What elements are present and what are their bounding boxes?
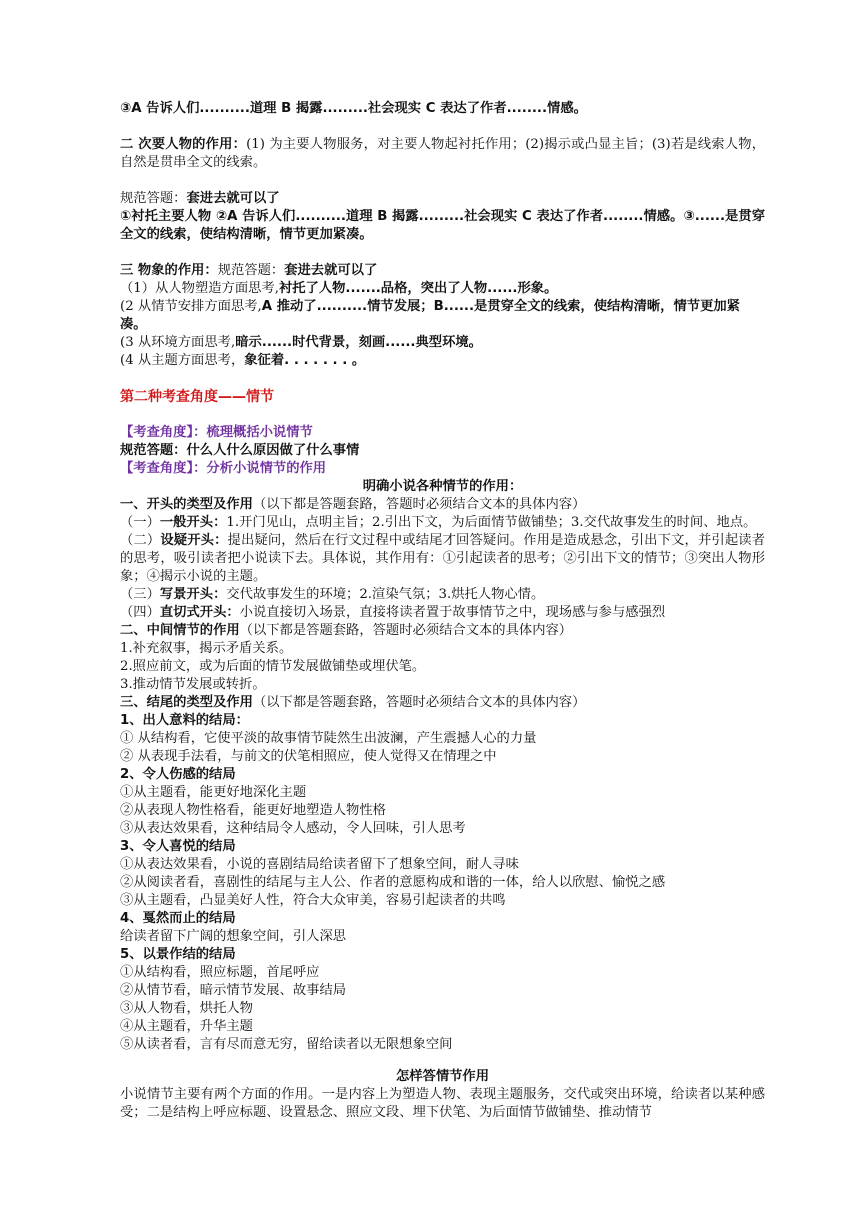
center-heading: 明确小说各种情节的作用： [362, 479, 523, 494]
answer-label [120, 190, 765, 208]
item-answer: 暗示......时代背景，刻画......典型环境。 [235, 335, 482, 350]
item-answer: 象征着. . . . . . . 。 [244, 353, 366, 368]
label-text: 规范答题： [120, 191, 187, 206]
item-desc: 提出疑问，然后在行文过程中或结尾才回答疑问。作用是造成悬念，引出下文，并引起读者的思考，吸引读者把小说读下去。具体说，其作用有：①引起读者的思考；②引出下文的情节；③突出人物形象；④揭示小说的主题。 [120, 533, 766, 584]
label-bold: 套进去就可以了 [284, 263, 378, 278]
list-item: ③从表达效果看，这种结局令人感动，令人回味，引人思考 [120, 821, 466, 836]
list-item: ③从主题看，凸显美好人性，符合大众审美，容易引起读者的共鸣 [120, 893, 506, 908]
item-desc: 1.开门见山，点明主旨；2.引出下文，为后面情节做铺垫；3.交代故事发生的时间、地点。 [226, 515, 757, 530]
heading-middle [120, 622, 765, 640]
item-answer: 衬托了人物.......品格，突出了人物......形象。 [278, 281, 558, 296]
list-item: ①从结构看，照应标题，首尾呼应 [120, 965, 320, 980]
list-item: ②从表现人物性格看，能更好地塑造人物性格 [120, 803, 386, 818]
item-num: （一） [120, 515, 160, 530]
item-lead: （1）从人物塑造方面思考, [120, 281, 279, 296]
list-item: 2.照应前文，或为后面的情节发展做铺垫或埋伏笔。 [120, 659, 426, 674]
list-item: ② 从表现手法看，与前文的伏笔相照应，使人觉得又在情理之中 [120, 749, 497, 764]
answer-template: ①衬托主要人物 ②A 告诉人们..........道理 B 揭露.........社会现实 C 表达了作者........情感。③......是贯穿全文的线索，使结构清晰，情节更加紧凑。 [120, 209, 765, 242]
exam-angle-1-answer: 规范答题：什么人什么原因做了什么事情 [120, 443, 360, 458]
list-item: ②从阅读者看，喜剧性的结尾与主人公、作者的意愿构成和谐的一体，给人以欣慰、愉悦之感 [120, 875, 666, 890]
item-num: （二） [120, 533, 161, 548]
list-item: 1.补充叙事，揭示矛盾关系。 [120, 641, 293, 656]
item-desc: 交代故事发生的环境；2.渲染气氛；3.烘托人物心情。 [226, 587, 545, 602]
center-heading-2: 怎样答情节作用 [395, 1069, 490, 1084]
list-item: ①从表达效果看，小说的喜剧结局给读者留下了想象空间，耐人寻味 [120, 857, 519, 872]
list-item: 3.推动情节发展或转折。 [120, 677, 266, 692]
paragraph: 小说情节主要有两个方面的作用。一是内容上为塑造人物、表现主题服务，交代或突出环境，给读者以某种感受；二是结构上呼应标题、设置悬念、照应文段、埋下伏笔、为后面情节做铺垫、推动情节 [120, 1087, 765, 1120]
item-lead: (3 从环境方面思考, [120, 335, 236, 350]
item-num: （三） [120, 587, 160, 602]
opening-type [120, 586, 765, 604]
list-item [120, 352, 765, 370]
item-name: 设疑开头： [160, 533, 228, 548]
section-heading: 二 次要人物的作用： [120, 137, 247, 152]
subheading: 1、出人意料的结局： [120, 713, 249, 728]
heading-opening [120, 496, 765, 514]
item-name: 写景开头： [159, 587, 227, 602]
heading-ending [120, 694, 765, 712]
heading-text: 三、结尾的类型及作用 [120, 695, 253, 710]
list-item: ③从人物看，烘托人物 [120, 1001, 253, 1016]
opening-type [120, 532, 765, 586]
heading-note: （以下都是答题套路，答题时必须结合文本的具体内容） [252, 497, 586, 512]
heading-note: （以下都是答题套路，答题时必须结合文本的具体内容） [252, 695, 586, 710]
list-item [120, 280, 765, 298]
list-item: ⑤从读者看，言有尽而意无穷，留给读者以无限想象空间 [120, 1037, 453, 1052]
item-lead: (4 从主题方面思考， [120, 353, 245, 368]
list-item [120, 298, 765, 334]
subheading: 2、令人伤感的结局 [120, 767, 236, 782]
list-item: ②从情节看，暗示情节发展、故事结局 [120, 983, 347, 998]
list-item: 给读者留下广阔的想象空间，引人深思 [120, 929, 347, 944]
item-num: （四） [120, 605, 160, 620]
label-text: 规范答题： [217, 263, 285, 278]
item-desc: 小说直接切入场景，直接将读者置于故事情节之中，现场感与参与感强烈 [239, 605, 666, 620]
section-heading: 三 物象的作用： [120, 263, 218, 278]
label-bold: 套进去就可以了 [186, 191, 280, 206]
heading-text: 一、开头的类型及作用 [120, 497, 253, 512]
opening-type [120, 604, 765, 622]
list-item: ① 从结构看，它使平淡的故事情节陡然生出波澜，产生震撼人心的力量 [120, 731, 537, 746]
exam-angle-2: 【考查角度】：分析小说情节的作用 [120, 461, 327, 476]
subheading: 3、令人喜悦的结局 [120, 839, 236, 854]
document-page [120, 100, 765, 1122]
opening-type [120, 514, 765, 532]
heading-note: （以下都是答题套路，答题时必须结合文本的具体内容） [239, 623, 573, 638]
item-name: 直切式开头： [159, 605, 240, 620]
item-lead: (2 从情节安排方面思考, [120, 299, 262, 314]
list-item [120, 334, 765, 352]
subheading: 5、以景作结的结局 [120, 947, 236, 962]
section-secondary-characters [120, 136, 765, 172]
list-item: ④从主题看，升华主题 [120, 1019, 253, 1034]
heading-text: 二、中间情节的作用 [120, 623, 240, 638]
subheading: 4、戛然而止的结局 [120, 911, 236, 926]
item-name: 一般开头： [159, 515, 227, 530]
section-body: (1) 为主要人物服务，对主要人物起衬托作用；(2)揭示或凸显主旨；(3)若是线索人物，自然是贯串全文的线索。 [120, 137, 765, 170]
list-item: ①从主题看，能更好地深化主题 [120, 785, 307, 800]
item-answer: A 推动了..........情节发展；B......是贯穿全文的线索，使结构清晰，情节更加紧凑。 [120, 299, 740, 332]
section-title-plot: 第二种考查角度——情节 [120, 389, 274, 405]
answer-line: ③A 告诉人们..........道理 B 揭露.........社会现实 C 表达了作者........情感。 [120, 101, 587, 116]
exam-angle-1: 【考查角度】：梳理概括小说情节 [120, 425, 313, 440]
section-objects [120, 262, 765, 280]
